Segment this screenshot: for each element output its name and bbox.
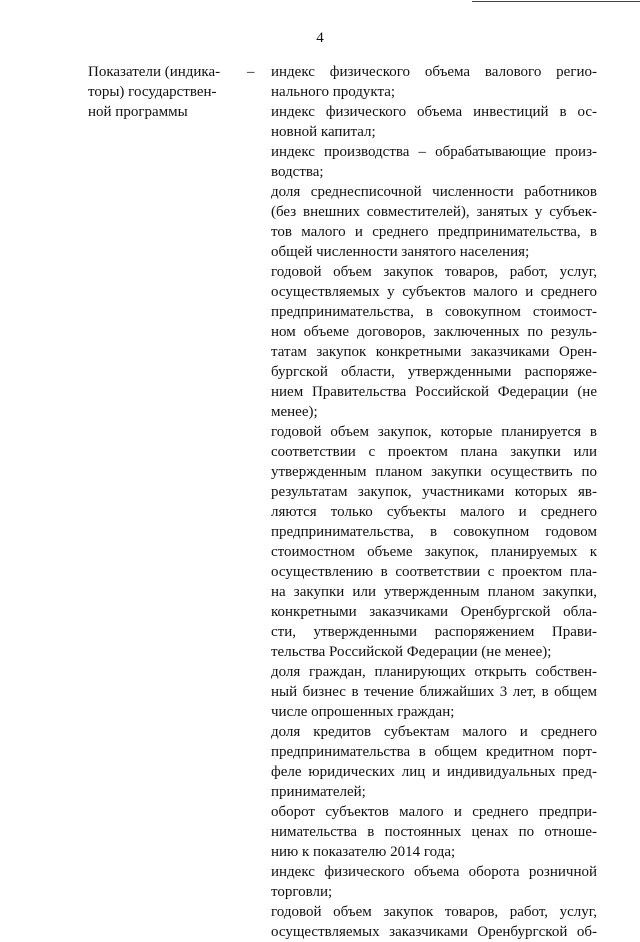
indicator-line: предпринимательства в общем кредитном порт- bbox=[271, 744, 597, 760]
indicator-line: общей численности занятого населения; bbox=[271, 244, 530, 260]
section-label-line: ной программы bbox=[88, 104, 188, 120]
indicator-line: ном объеме договоров, заключенных по резуль- bbox=[271, 324, 597, 340]
indicator-line: годовой объем закупок, которые планируется в bbox=[271, 424, 597, 440]
indicator-line: осуществляемых у субъектов малого и среднего bbox=[271, 284, 597, 300]
indicator-item bbox=[271, 102, 597, 142]
indicator-line: торговли; bbox=[271, 884, 333, 900]
indicator-line: феле юридических лиц и индивидуальных пред- bbox=[271, 764, 597, 780]
indicator-line: бургской области, утвержденными распоряже- bbox=[271, 364, 597, 380]
indicator-line: соответствии с проектом плана закупки или bbox=[271, 444, 597, 460]
label-dash: – bbox=[247, 64, 255, 80]
indicator-line: доля граждан, планирующих открыть собствен- bbox=[271, 664, 597, 680]
indicator-line: на закупки или утвержденным планом закупки, bbox=[271, 584, 597, 600]
indicator-line: годовой объем закупок товаров, работ, услуг, bbox=[271, 904, 597, 920]
indicator-item bbox=[271, 902, 597, 942]
indicator-line: индекс физического объема оборота розничной bbox=[271, 864, 597, 880]
indicator-item bbox=[271, 262, 597, 422]
indicator-line: ляются только субъекты малого и среднего bbox=[271, 504, 597, 520]
top-edge-rule bbox=[472, 1, 640, 2]
indicator-line: предпринимательства, в совокупном годовом bbox=[271, 524, 597, 540]
indicator-item bbox=[271, 62, 597, 102]
indicator-line: стоимостном объеме закупок, планируемых к bbox=[271, 544, 597, 560]
section-label-line: Показатели (индика- bbox=[88, 64, 221, 80]
indicator-item bbox=[271, 722, 597, 802]
indicator-line: сти, утвержденными распоряжением Прави- bbox=[271, 624, 597, 640]
indicator-item bbox=[271, 802, 597, 862]
section-label-line: торы) государствен- bbox=[88, 84, 217, 100]
indicator-line: принимателей; bbox=[271, 784, 366, 800]
indicator-line: (без внешних совместителей), занятых у субъек- bbox=[271, 204, 597, 220]
indicator-list bbox=[271, 62, 597, 942]
indicator-line: результатам закупок, участниками которых яв- bbox=[271, 484, 597, 500]
indicator-line: предпринимательства, в совокупном стоимост- bbox=[271, 304, 597, 320]
indicator-item bbox=[271, 862, 597, 902]
indicator-line: тельства Российской Федерации (не менее); bbox=[271, 644, 552, 660]
indicator-item bbox=[271, 422, 597, 662]
indicator-line: числе опрошенных граждан; bbox=[271, 704, 455, 720]
indicator-line: индекс производства – обрабатывающие произ- bbox=[271, 144, 597, 160]
indicator-line: осуществлению в соответствии с проектом пла- bbox=[271, 564, 597, 580]
indicator-line: ный бизнес в течение ближайших 3 лет, в общем bbox=[271, 684, 597, 700]
indicator-line: осуществляемых заказчиками Оренбургской об- bbox=[271, 924, 597, 940]
indicator-line: оборот субъектов малого и среднего предпри- bbox=[271, 804, 597, 820]
indicator-line: годовой объем закупок товаров, работ, услуг, bbox=[271, 264, 597, 280]
section-label bbox=[88, 62, 248, 122]
indicator-line: индекс физического объема валового регио- bbox=[271, 64, 597, 80]
indicator-item bbox=[271, 662, 597, 722]
indicator-line: новной капитал; bbox=[271, 124, 376, 140]
indicator-line: утвержденным планом закупки осуществить по bbox=[271, 464, 597, 480]
indicator-line: доля кредитов субъектам малого и среднего bbox=[271, 724, 597, 740]
indicator-line: нием Правительства Российской Федерации (не bbox=[271, 384, 597, 400]
indicator-line: тов малого и среднего предпринимательства, в bbox=[271, 224, 597, 240]
indicator-line: нального продукта; bbox=[271, 84, 396, 100]
indicator-line: татам закупок конкретными заказчиками Орен- bbox=[271, 344, 597, 360]
indicator-line: нию к показателю 2014 года; bbox=[271, 844, 456, 860]
indicator-line: нимательства в постоянных ценах по отноше- bbox=[271, 824, 597, 840]
indicator-line: конкретными заказчиками Оренбургской обла- bbox=[271, 604, 597, 620]
indicator-item bbox=[271, 182, 597, 262]
indicator-line: водства; bbox=[271, 164, 324, 180]
indicator-line: индекс физического объема инвестиций в ос- bbox=[271, 104, 597, 120]
indicator-line: доля среднесписочной численности работников bbox=[271, 184, 597, 200]
page-number: 4 bbox=[316, 30, 324, 46]
indicator-item bbox=[271, 142, 597, 182]
indicator-line: менее); bbox=[271, 404, 318, 420]
